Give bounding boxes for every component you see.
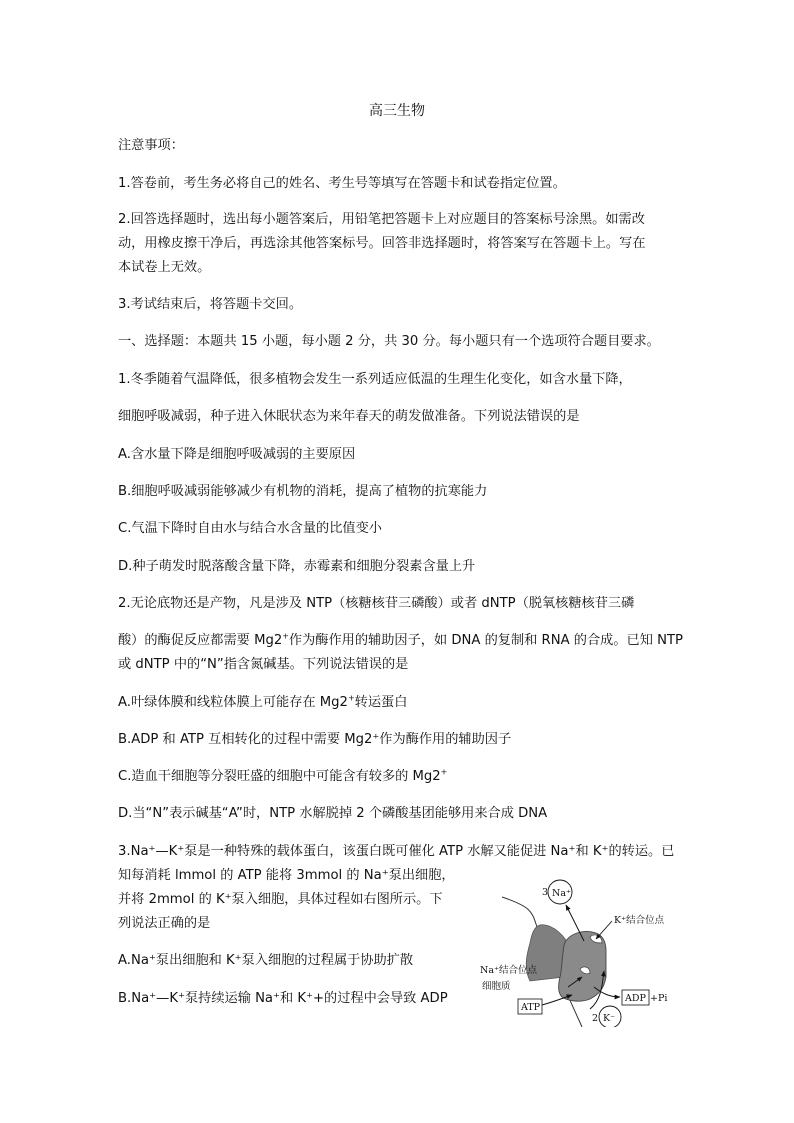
na-ion-label: Na⁺: [552, 888, 571, 899]
q2-option-c: [118, 768, 447, 786]
superscript: +: [440, 767, 448, 777]
q2-stem-text: 酸）的酶促反应都需要 Mg2: [118, 633, 283, 648]
q2-stem-text: 作为酶作用的辅助因子，如 DNA 的复制和 RNA 的合成。已知 NTP: [288, 633, 683, 648]
q2-stem-line-3: 或 dNTP 中的“N”指含氮碱基。下列说法错误的是: [118, 657, 409, 672]
atp-label: ATP: [521, 1002, 541, 1013]
q1-option-d: D.种子萌发时脱落酸含量下降，赤霉素和细胞分裂素含量上升: [118, 559, 476, 574]
notice-item-2-line-1: 2.回答选择题时，选出每小题答案后，用铅笔把答题卡上对应题目的答案标号涂黑。如需改: [118, 212, 645, 227]
na-count: 3: [542, 887, 549, 898]
notice-item-3: 3.考试结束后，将答题卡交回。: [118, 297, 303, 312]
q1-stem-line-1: 1.冬季随着气温降低，很多植物会发生一系列适应低温的生理生化变化，如含水量下降，: [118, 372, 632, 387]
q2-option-text: A.叶绿体膜和线粒体膜上可能存在 Mg2: [118, 695, 348, 710]
page-title: 高三生物: [369, 103, 425, 119]
q2-option-d: D.当“N”表示碱基“A”时，NTP 水解脱掉 2 个磷酸基团能够用来合成 DNA: [118, 806, 548, 821]
k-site-pointer: [596, 921, 612, 939]
k-ion-label: K⁻: [603, 1013, 616, 1024]
q1-stem-line-2: 细胞呼吸减弱，种子进入休眠状态为来年春天的萌发做准备。下列说法错误的是: [118, 409, 580, 424]
cytoplasm-label: 细胞质: [482, 981, 511, 992]
pi-label: +Pi: [650, 993, 668, 1004]
q3-option-b: B.Na⁺—K⁺泵持续运输 Na⁺和 K⁺+的过程中会导致 ADP: [118, 991, 448, 1006]
q2-option-text: C.造血干细胞等分裂旺盛的细胞中可能含有较多的 Mg2: [118, 769, 441, 784]
q1-option-c: C.气温下降时自由水与结合水含量的比值变小: [118, 521, 382, 536]
q3-stem-line-4: 列说法正确的是: [118, 916, 211, 931]
notice-item-1: 1.答卷前，考生务必将自己的姓名、考生号等填写在答题卡和试卷指定位置。: [118, 176, 566, 191]
notice-item-2-line-2: 动，用橡皮擦干净后，再选涂其他答案标号。回答非选择题时，将答案写在答题卡上。写在: [118, 236, 646, 251]
q3-stem-line-2: 知每消耗 lmmol 的 ATP 能将 3mmol 的 Na⁺泵出细胞，: [118, 868, 455, 883]
adp-label: ADP: [625, 993, 646, 1004]
q2-option-b: B.ADP 和 ATP 互相转化的过程中需要 Mg2⁺作为酶作用的辅助因子: [118, 732, 512, 747]
na-k-pump-diagram: [472, 877, 687, 1027]
notice-heading: 注意事项：: [118, 138, 184, 153]
superscript: +: [282, 631, 289, 641]
q3-option-a: A.Na⁺泵出细胞和 K⁺泵入细胞的过程属于协助扩散: [118, 953, 414, 968]
na-site-label: Na⁺结合位点: [480, 965, 537, 976]
q1-option-a: A.含水量下降是细胞呼吸减弱的主要原因: [118, 447, 356, 462]
section-heading: 一、选择题：本题共 15 小题，每小题 2 分，共 30 分。每小题只有一个选项符合题目要求。: [118, 334, 660, 349]
q2-option-text: 转运蛋白: [354, 695, 408, 710]
notice-item-2-line-3: 本试卷上无效。: [118, 260, 211, 275]
q1-option-b: B.细胞呼吸减弱能够减少有机物的消耗，提高了植物的抗寒能力: [118, 484, 488, 499]
k-site-label: K⁺结合位点: [614, 915, 665, 926]
k-count: 2: [592, 1013, 599, 1024]
q2-stem-line-2: [118, 632, 683, 650]
q3-stem-line-3: 并将 2mmol 的 K⁺泵入细胞，具体过程如右图所示。下: [118, 892, 443, 907]
superscript: +: [347, 693, 355, 703]
q3-stem-line-1: 3.Na⁺—K⁺泵是一种特殊的载体蛋白，该蛋白既可催化 ATP 水解又能促进 Na⁺和 K⁺的转运。已: [118, 844, 675, 859]
q2-option-a: [118, 694, 407, 712]
q2-stem-line-1: 2.无论底物还是产物，凡是涉及 NTP（核糖核苷三磷酸）或者 dNTP（脱氧核糖核苷三磷: [118, 596, 635, 611]
